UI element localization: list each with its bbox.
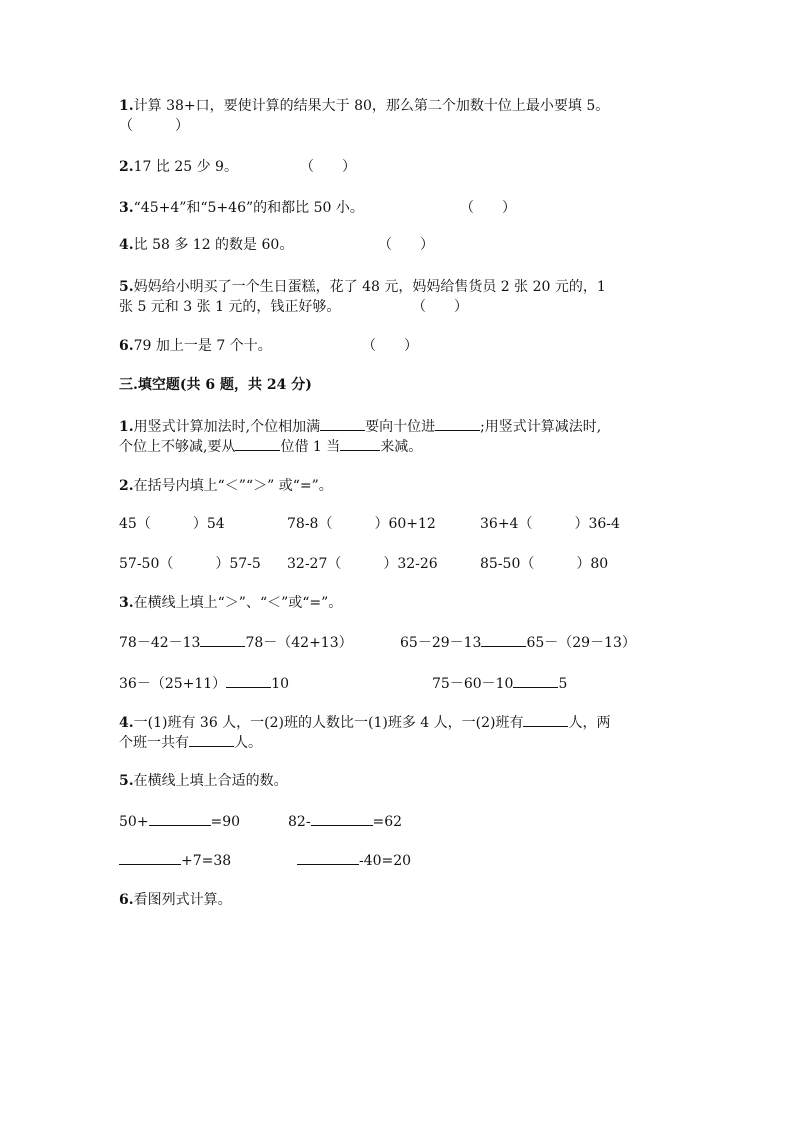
judge-q6 (119, 336, 272, 356)
blank[interactable] (513, 673, 558, 688)
judge-q6-paren[interactable]: （ ） (362, 338, 418, 354)
blank[interactable] (149, 811, 211, 826)
compare-expr[interactable]: 85-50（ ）80 (480, 556, 609, 572)
fill-q3-title (119, 593, 342, 613)
judge-q4 (119, 235, 293, 255)
expression: 82- (288, 814, 311, 830)
question-number: 3. (119, 200, 134, 216)
question-number: 5. (119, 773, 134, 789)
fill-q4-line2 (119, 732, 262, 753)
compare-expr[interactable]: 32-27（ ）32-26 (287, 556, 438, 572)
question-text: 人。 (234, 735, 262, 751)
blank[interactable] (297, 850, 359, 865)
compare-expr[interactable]: 57-50（ ）57-5 (119, 556, 261, 572)
expression: =90 (210, 814, 241, 830)
expression: +7=38 (181, 853, 232, 869)
blank[interactable] (311, 811, 373, 826)
judge-q1-paren[interactable]: （ ） (119, 118, 189, 134)
question-text: 看图列式计算。 (133, 892, 232, 908)
expression: 65－29－13 (400, 635, 482, 651)
compare-expr[interactable]: 78-8（ ）60+12 (287, 516, 436, 532)
section-title: 三.填空题(共 6 题，共 24 分) (119, 377, 312, 393)
question-text: 用竖式计算加法时,个位相加满 (133, 419, 321, 435)
judge-q5-paren[interactable]: （ ） (412, 299, 468, 315)
question-text: 位借 1 当 (280, 439, 341, 455)
expression: 65－（29－13） (526, 635, 636, 651)
expression: 75－60－10 (432, 676, 514, 692)
question-text: 个班一共有 (119, 735, 189, 751)
expression: 50+ (119, 814, 149, 830)
question-text: 一(1)班有 36 人，一(2)班的人数比一(1)班多 4 人，一(2)班有 (133, 715, 524, 731)
question-text: ;用竖式计算减法时, (480, 419, 602, 435)
expression: 36－（25+11） (119, 676, 227, 692)
compare-expr[interactable]: 36+4（ ）36-4 (480, 516, 620, 532)
question-number: 4. (119, 715, 134, 731)
judge-q1-line1 (119, 96, 609, 116)
question-text: 在括号内填上“＜”“＞” 或“=”。 (133, 478, 333, 494)
question-text: 人，两 (568, 715, 611, 731)
question-number: 6. (119, 892, 134, 908)
question-number: 5. (119, 279, 134, 295)
judge-q3 (119, 198, 364, 218)
question-number: 4. (119, 237, 134, 253)
fill-q1-line1 (119, 416, 601, 437)
question-text: 比 58 多 12 的数是 60。 (133, 237, 294, 253)
blank[interactable] (119, 850, 181, 865)
fill-q2-title (119, 476, 333, 496)
judge-q5-line2 (119, 297, 340, 317)
compare-expr[interactable]: 45（ ）54 (119, 516, 225, 532)
question-text: “45+4”和“5+46”的和都比 50 小。 (133, 200, 364, 216)
question-text: 个位上不够减,要从 (119, 439, 236, 455)
question-text: 在横线上填上合适的数。 (133, 773, 288, 789)
question-number: 6. (119, 338, 134, 354)
judge-q4-paren[interactable]: （ ） (378, 237, 434, 253)
blank[interactable] (435, 416, 480, 431)
expression: -40=20 (359, 853, 412, 869)
compare-line (432, 673, 567, 694)
expression: =62 (372, 814, 403, 830)
blank[interactable] (200, 632, 245, 647)
compare-line (119, 632, 353, 653)
question-text: 来减。 (380, 439, 423, 455)
question-number: 1. (119, 98, 134, 114)
question-text: 计算 38+口，要使计算的结果大于 80，那么第二个加数十位上最小要填 5。 (133, 98, 610, 114)
question-number: 3. (119, 595, 134, 611)
fill-q1-line2 (119, 436, 422, 457)
fill-expr (119, 811, 240, 832)
judge-q2 (119, 157, 238, 177)
fill-q4-line1 (119, 712, 610, 733)
blank[interactable] (320, 416, 365, 431)
question-text: 17 比 25 少 9。 (133, 159, 238, 175)
blank[interactable] (226, 673, 271, 688)
blank[interactable] (189, 732, 234, 747)
fill-expr (288, 811, 402, 832)
fill-expr (297, 850, 411, 871)
question-text-cont: 张 5 元和 3 张 1 元的，钱正好够。 (119, 299, 341, 315)
blank[interactable] (235, 436, 280, 451)
blank[interactable] (523, 712, 568, 727)
judge-q2-paren[interactable]: （ ） (300, 159, 356, 175)
judge-q3-paren[interactable]: （ ） (460, 200, 516, 216)
blank[interactable] (481, 632, 526, 647)
question-text: 在横线上填上“＞”、“＜”或“=”。 (133, 595, 343, 611)
expression: 78－42－13 (119, 635, 201, 651)
question-text: 79 加上一是 7 个十。 (133, 338, 272, 354)
question-number: 2. (119, 478, 134, 494)
fill-q5-title (119, 771, 288, 791)
fill-q6 (119, 890, 232, 910)
question-text: 要向十位进 (365, 419, 436, 435)
fill-expr (119, 850, 231, 871)
expression: 5 (558, 676, 568, 692)
question-number: 2. (119, 159, 134, 175)
expression: 78－（42+13） (245, 635, 353, 651)
compare-line (119, 673, 289, 694)
question-text: 妈妈给小明买了一个生日蛋糕，花了 48 元，妈妈给售货员 2 张 20 元的，1 (133, 279, 606, 295)
compare-line (400, 632, 636, 653)
question-number: 1. (119, 419, 134, 435)
judge-q5-line1 (119, 277, 606, 297)
blank[interactable] (340, 436, 380, 451)
expression: 10 (271, 676, 290, 692)
